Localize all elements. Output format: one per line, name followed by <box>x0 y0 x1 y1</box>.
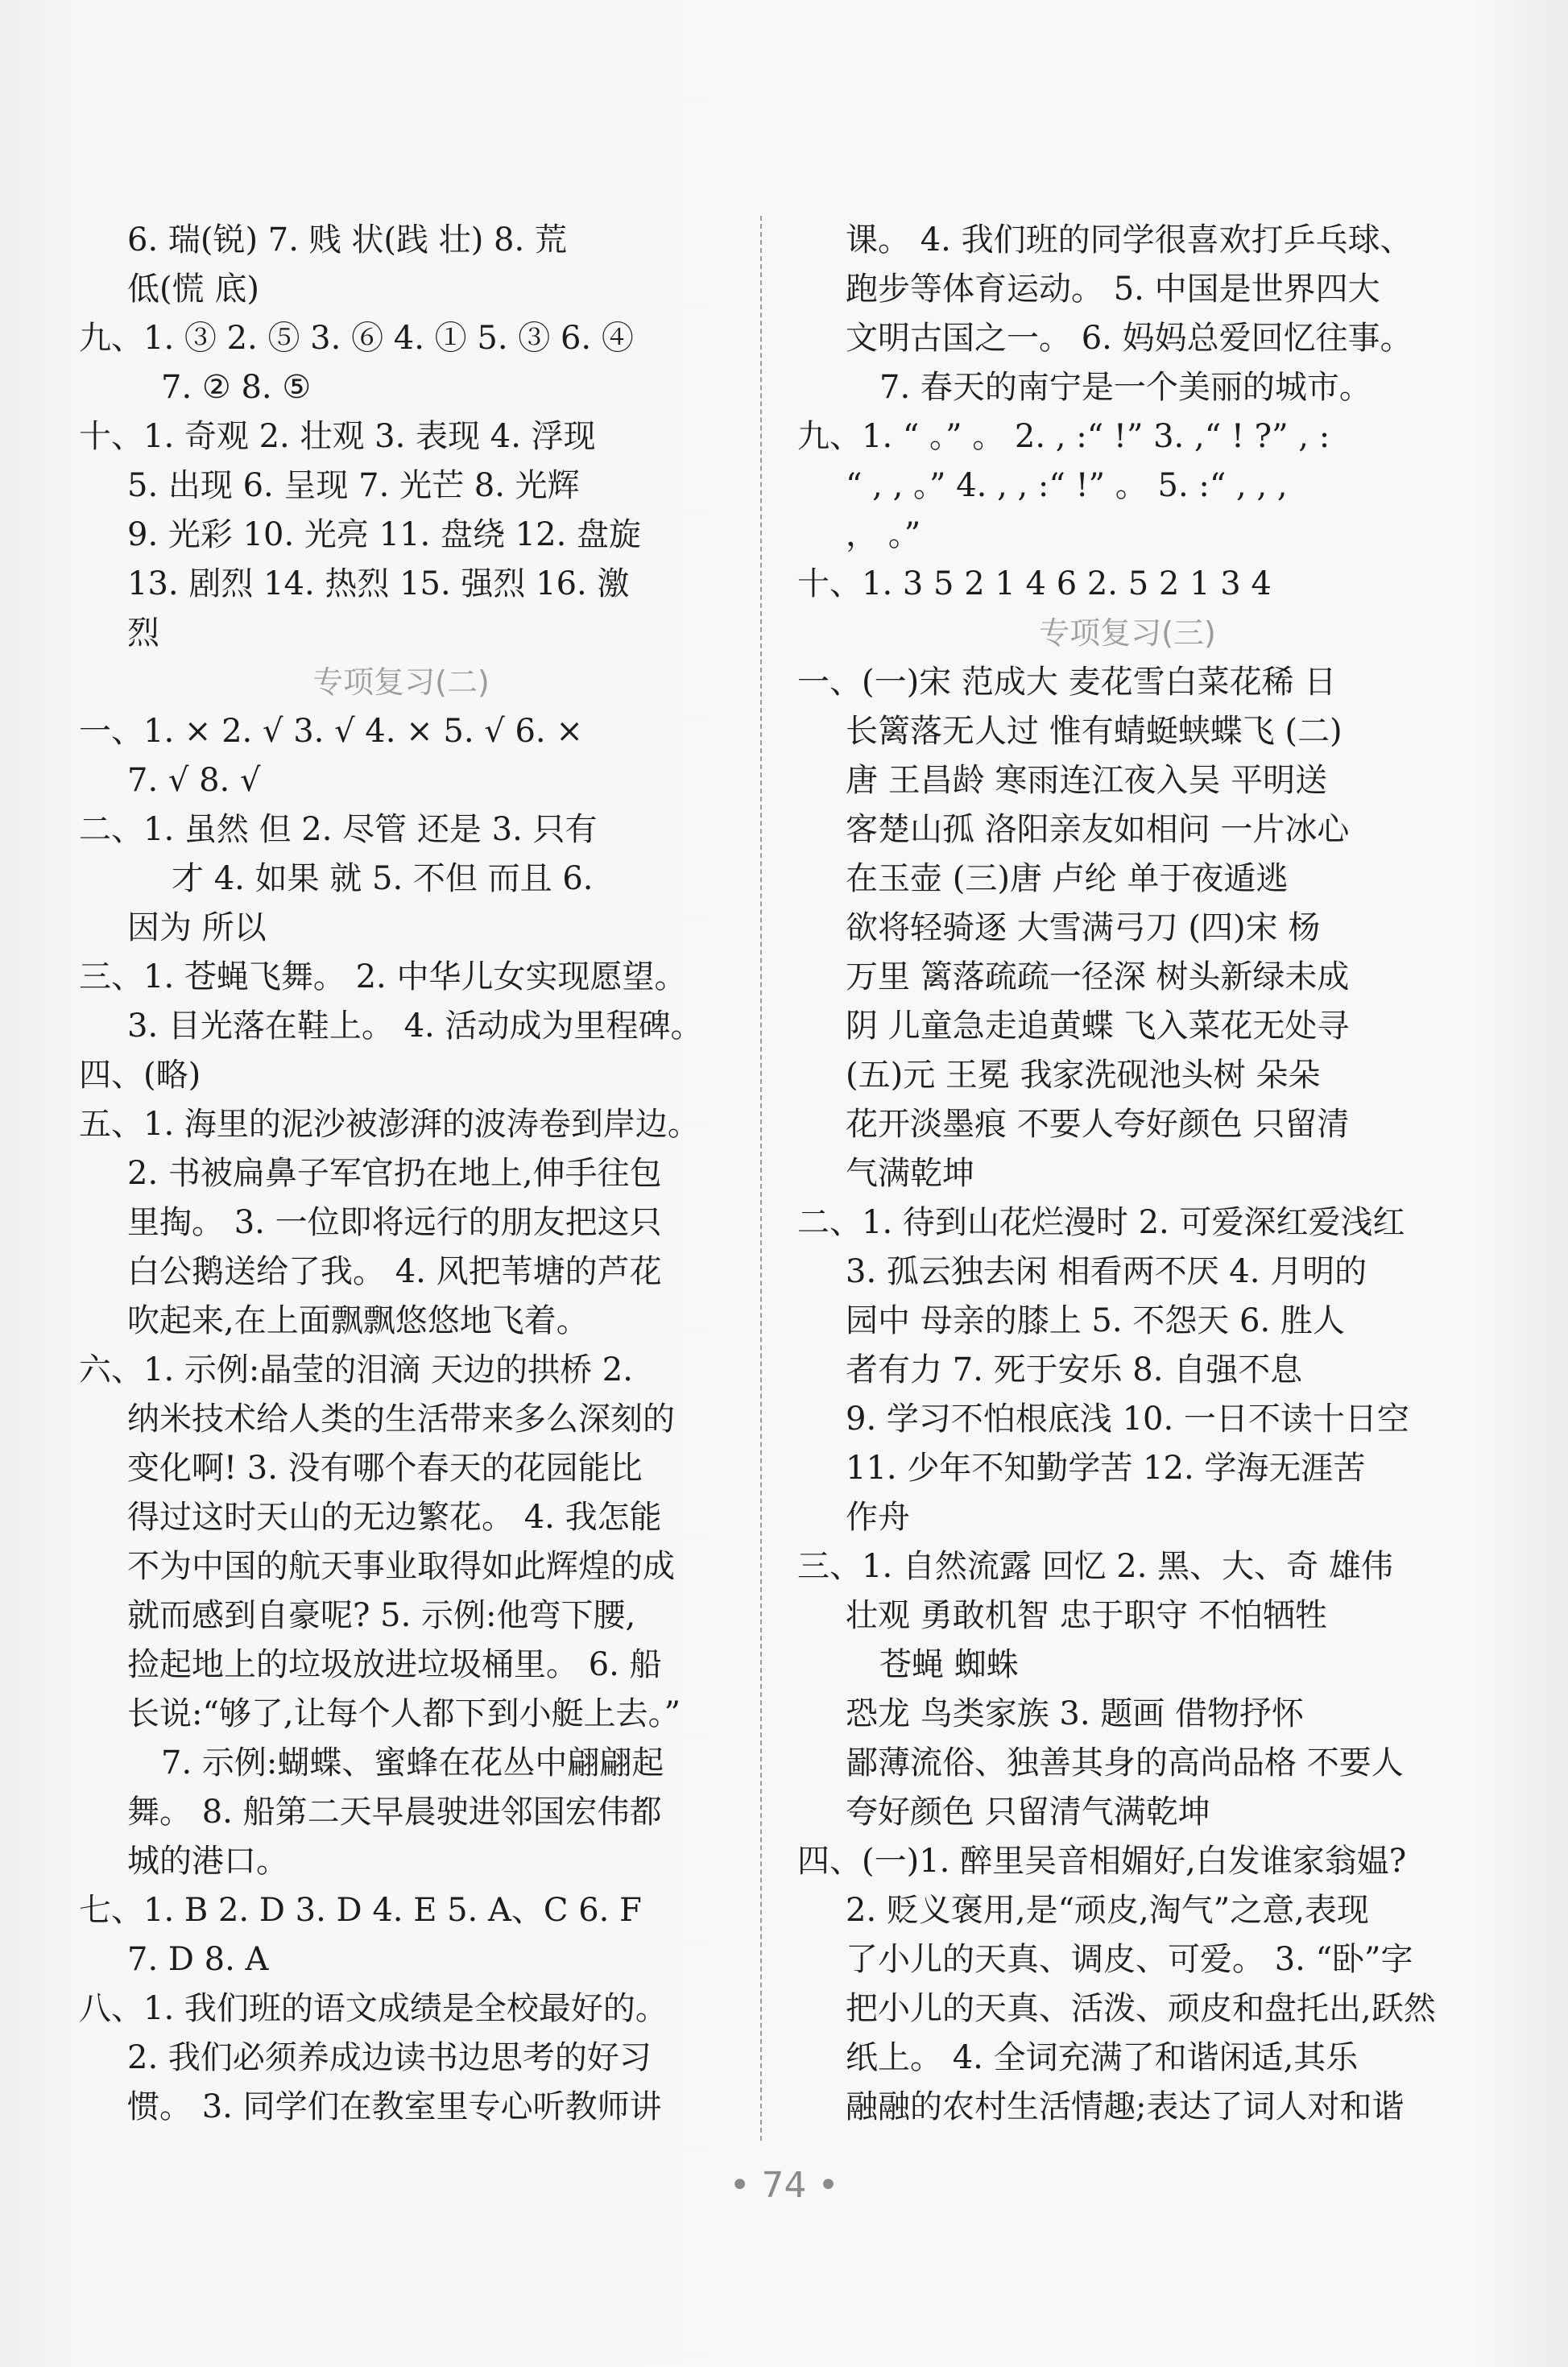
answer-line: 融融的农村生活情趣;表达了词人对和谐 <box>846 2088 1405 2125</box>
answer-line: 四、(一)1. 醉里吴音相媚好,白发谁家翁媪? <box>797 1843 1407 1880</box>
answer-line: 壮观 勇敢机智 忠于职守 不怕牺牲 <box>846 1597 1328 1634</box>
answer-line: 低(慌 底) <box>127 271 259 308</box>
answer-line: (五)元 王冕 我家洗砚池头树 朵朵 <box>846 1057 1321 1094</box>
answer-line: 恐龙 鸟类家族 3. 题画 借物抒怀 <box>846 1695 1305 1732</box>
answer-line: 气满乾坤 <box>846 1155 974 1192</box>
answer-line: 园中 母亲的膝上 5. 不怨天 6. 胜人 <box>846 1302 1345 1339</box>
answer-line: 欲将轻骑逐 大雪满弓刀 (四)宋 杨 <box>846 909 1321 946</box>
answer-line: 八、1. 我们班的语文成绩是全校最好的。 <box>79 1990 668 2027</box>
answer-line: 苍蝇 蜘蛛 <box>879 1646 1019 1683</box>
answer-line: 2. 贬义褒用,是“顽皮,淘气”之意,表现 <box>846 1892 1369 1929</box>
answer-line: 舞。 8. 船第二天早晨驶进邻国宏伟都 <box>127 1794 662 1831</box>
answer-line: 一、1. × 2. √ 3. √ 4. × 5. √ 6. × <box>79 713 583 750</box>
answer-line: 7. 示例:蝴蝶、蜜蜂在花丛中翩翩起 <box>161 1744 664 1781</box>
answer-line: 九、1. “ 。” 。 2. , :“ !” 3. ,“ ! ?” , : <box>797 418 1330 455</box>
answer-line: 一、(一)宋 范成大 麦花雪白菜花稀 日 <box>797 664 1337 701</box>
answer-line: 纳米技术给人类的生活带来多么深刻的 <box>127 1401 675 1438</box>
answer-line: 文明古国之一。 6. 妈妈总爱回忆往事。 <box>846 320 1413 357</box>
answer-line: 把小儿的天真、活泼、顽皮和盘托出,跃然 <box>846 1990 1436 2027</box>
answer-line: 阴 儿童急走追黄蝶 飞入菜花无处寻 <box>846 1008 1350 1045</box>
answer-line: “ , , 。” 4. , , :“ !” 。 5. :“ , , , <box>846 467 1288 504</box>
answer-line: 花开淡墨痕 不要人夸好颜色 只留清 <box>846 1106 1350 1143</box>
answer-line: 在玉壶 (三)唐 卢纶 单于夜遁逃 <box>846 860 1289 897</box>
answer-line: 9. 光彩 10. 光亮 11. 盘绕 12. 盘旋 <box>127 516 642 553</box>
answer-line: 11. 少年不知勤学苦 12. 学海无涯苦 <box>846 1450 1366 1487</box>
answer-line: 二、1. 虽然 但 2. 尽管 还是 3. 只有 <box>79 811 598 848</box>
answer-line: 6. 瑞(锐) 7. 贱 状(践 壮) 8. 荒 <box>127 221 567 259</box>
answer-line: 白公鹅送给了我。 4. 风把苇塘的芦花 <box>127 1253 662 1290</box>
answer-line: 夸好颜色 只留清气满乾坤 <box>846 1794 1210 1831</box>
answer-line: 六、1. 示例:晶莹的泪滴 天边的拱桥 2. <box>79 1351 633 1388</box>
answer-line: 13. 剧烈 14. 热烈 15. 强烈 16. 激 <box>127 565 630 602</box>
answer-line: 鄙薄流俗、独善其身的高尚品格 不要人 <box>846 1744 1404 1781</box>
answer-line: 者有力 7. 死于安乐 8. 自强不息 <box>846 1351 1303 1388</box>
answer-line: 十、1. 3 5 2 1 4 6 2. 5 2 1 3 4 <box>797 565 1272 602</box>
answer-line: 三、1. 自然流露 回忆 2. 黑、大、奇 雄伟 <box>797 1548 1393 1585</box>
answer-line: 客楚山孤 洛阳亲友如相问 一片冰心 <box>846 811 1350 848</box>
answer-line: 烈 <box>127 615 159 652</box>
answer-line: 三、1. 苍蝇飞舞。 2. 中华儿女实现愿望。 <box>79 958 687 995</box>
left-column <box>79 216 723 2132</box>
answer-line: 惯。 3. 同学们在教室里专心听教师讲 <box>127 2088 662 2125</box>
answer-line: 5. 出现 6. 呈现 7. 光芒 8. 光辉 <box>127 467 580 504</box>
answer-line: 7. D 8. A <box>127 1941 269 1978</box>
answer-line: 吹起来,在上面飘飘悠悠地飞着。 <box>127 1302 589 1339</box>
answer-line: 万里 篱落疏疏一径深 树头新绿未成 <box>846 958 1350 995</box>
answer-line: 3. 目光落在鞋上。 4. 活动成为里程碑。 <box>127 1008 703 1045</box>
answer-line: 十、1. 奇观 2. 壮观 3. 表现 4. 浮现 <box>79 418 596 455</box>
answer-line: 2. 书被扁鼻子军官扔在地上,伸手往包 <box>127 1155 662 1192</box>
answer-line: ， 。” <box>846 516 921 553</box>
column-divider <box>760 216 762 2141</box>
answer-line: 课。 4. 我们班的同学很喜欢打乒乓球、 <box>846 221 1413 259</box>
right-column <box>797 216 1458 2132</box>
answer-line: 7. ② 8. ⑤ <box>161 369 312 406</box>
answer-line: 二、1. 待到山花烂漫时 2. 可爱深红爱浅红 <box>797 1204 1405 1241</box>
answer-line: 纸上。 4. 全词充满了和谐闲适,其乐 <box>846 2039 1359 2076</box>
answer-line: 9. 学习不怕根底浅 10. 一日不读十日空 <box>846 1401 1409 1438</box>
answer-line: 3. 孤云独去闲 相看两不厌 4. 月明的 <box>846 1253 1367 1290</box>
answer-line: 得过这时天山的无边繁花。 4. 我怎能 <box>127 1499 662 1536</box>
answer-line: 城的港口。 <box>127 1843 288 1880</box>
answer-line: 不为中国的航天事业取得如此辉煌的成 <box>127 1548 675 1585</box>
answer-line: 7. √ 8. √ <box>127 762 261 799</box>
answer-line: 就而感到自豪呢? 5. 示例:他弯下腰, <box>127 1597 636 1634</box>
answer-line: 跑步等体育运动。 5. 中国是世界四大 <box>846 271 1380 308</box>
answer-line: 捡起地上的垃圾放进垃圾桶里。 6. 船 <box>127 1646 662 1683</box>
answer-line: 因为 所以 <box>127 909 267 946</box>
section-heading: 专项复习(二) <box>312 664 490 700</box>
answer-line: 长篱落无人过 惟有蜻蜓蛱蝶飞 (二) <box>846 713 1343 750</box>
answer-line: 里掏。 3. 一位即将远行的朋友把这只 <box>127 1204 662 1241</box>
answer-line: 长说:“够了,让每个人都下到小艇上去。” <box>127 1695 681 1732</box>
answer-line: 作舟 <box>846 1499 910 1536</box>
answer-line: 变化啊! 3. 没有哪个春天的花园能比 <box>127 1450 643 1487</box>
answer-line: 五、1. 海里的泥沙被澎湃的波涛卷到岸边。 <box>79 1106 700 1143</box>
page-number: • 74 • <box>729 2165 839 2206</box>
answer-line: 2. 我们必须养成边读书边思考的好习 <box>127 2039 652 2076</box>
answer-line: 了小儿的天真、调皮、可爱。 3. “卧”字 <box>846 1941 1413 1978</box>
section-heading: 专项复习(三) <box>1039 615 1216 651</box>
answer-line: 才 4. 如果 就 5. 不但 而且 6. <box>172 860 594 897</box>
answer-line: 7. 春天的南宁是一个美丽的城市。 <box>879 369 1371 406</box>
answer-line: 七、1. B 2. D 3. D 4. E 5. A、C 6. F <box>79 1892 642 1929</box>
answer-line: 唐 王昌龄 寒雨连江夜入吴 平明送 <box>846 762 1328 799</box>
answer-line: 九、1. ③ 2. ⑤ 3. ⑥ 4. ① 5. ③ 6. ④ <box>79 320 634 357</box>
answer-line: 四、(略) <box>79 1057 201 1094</box>
